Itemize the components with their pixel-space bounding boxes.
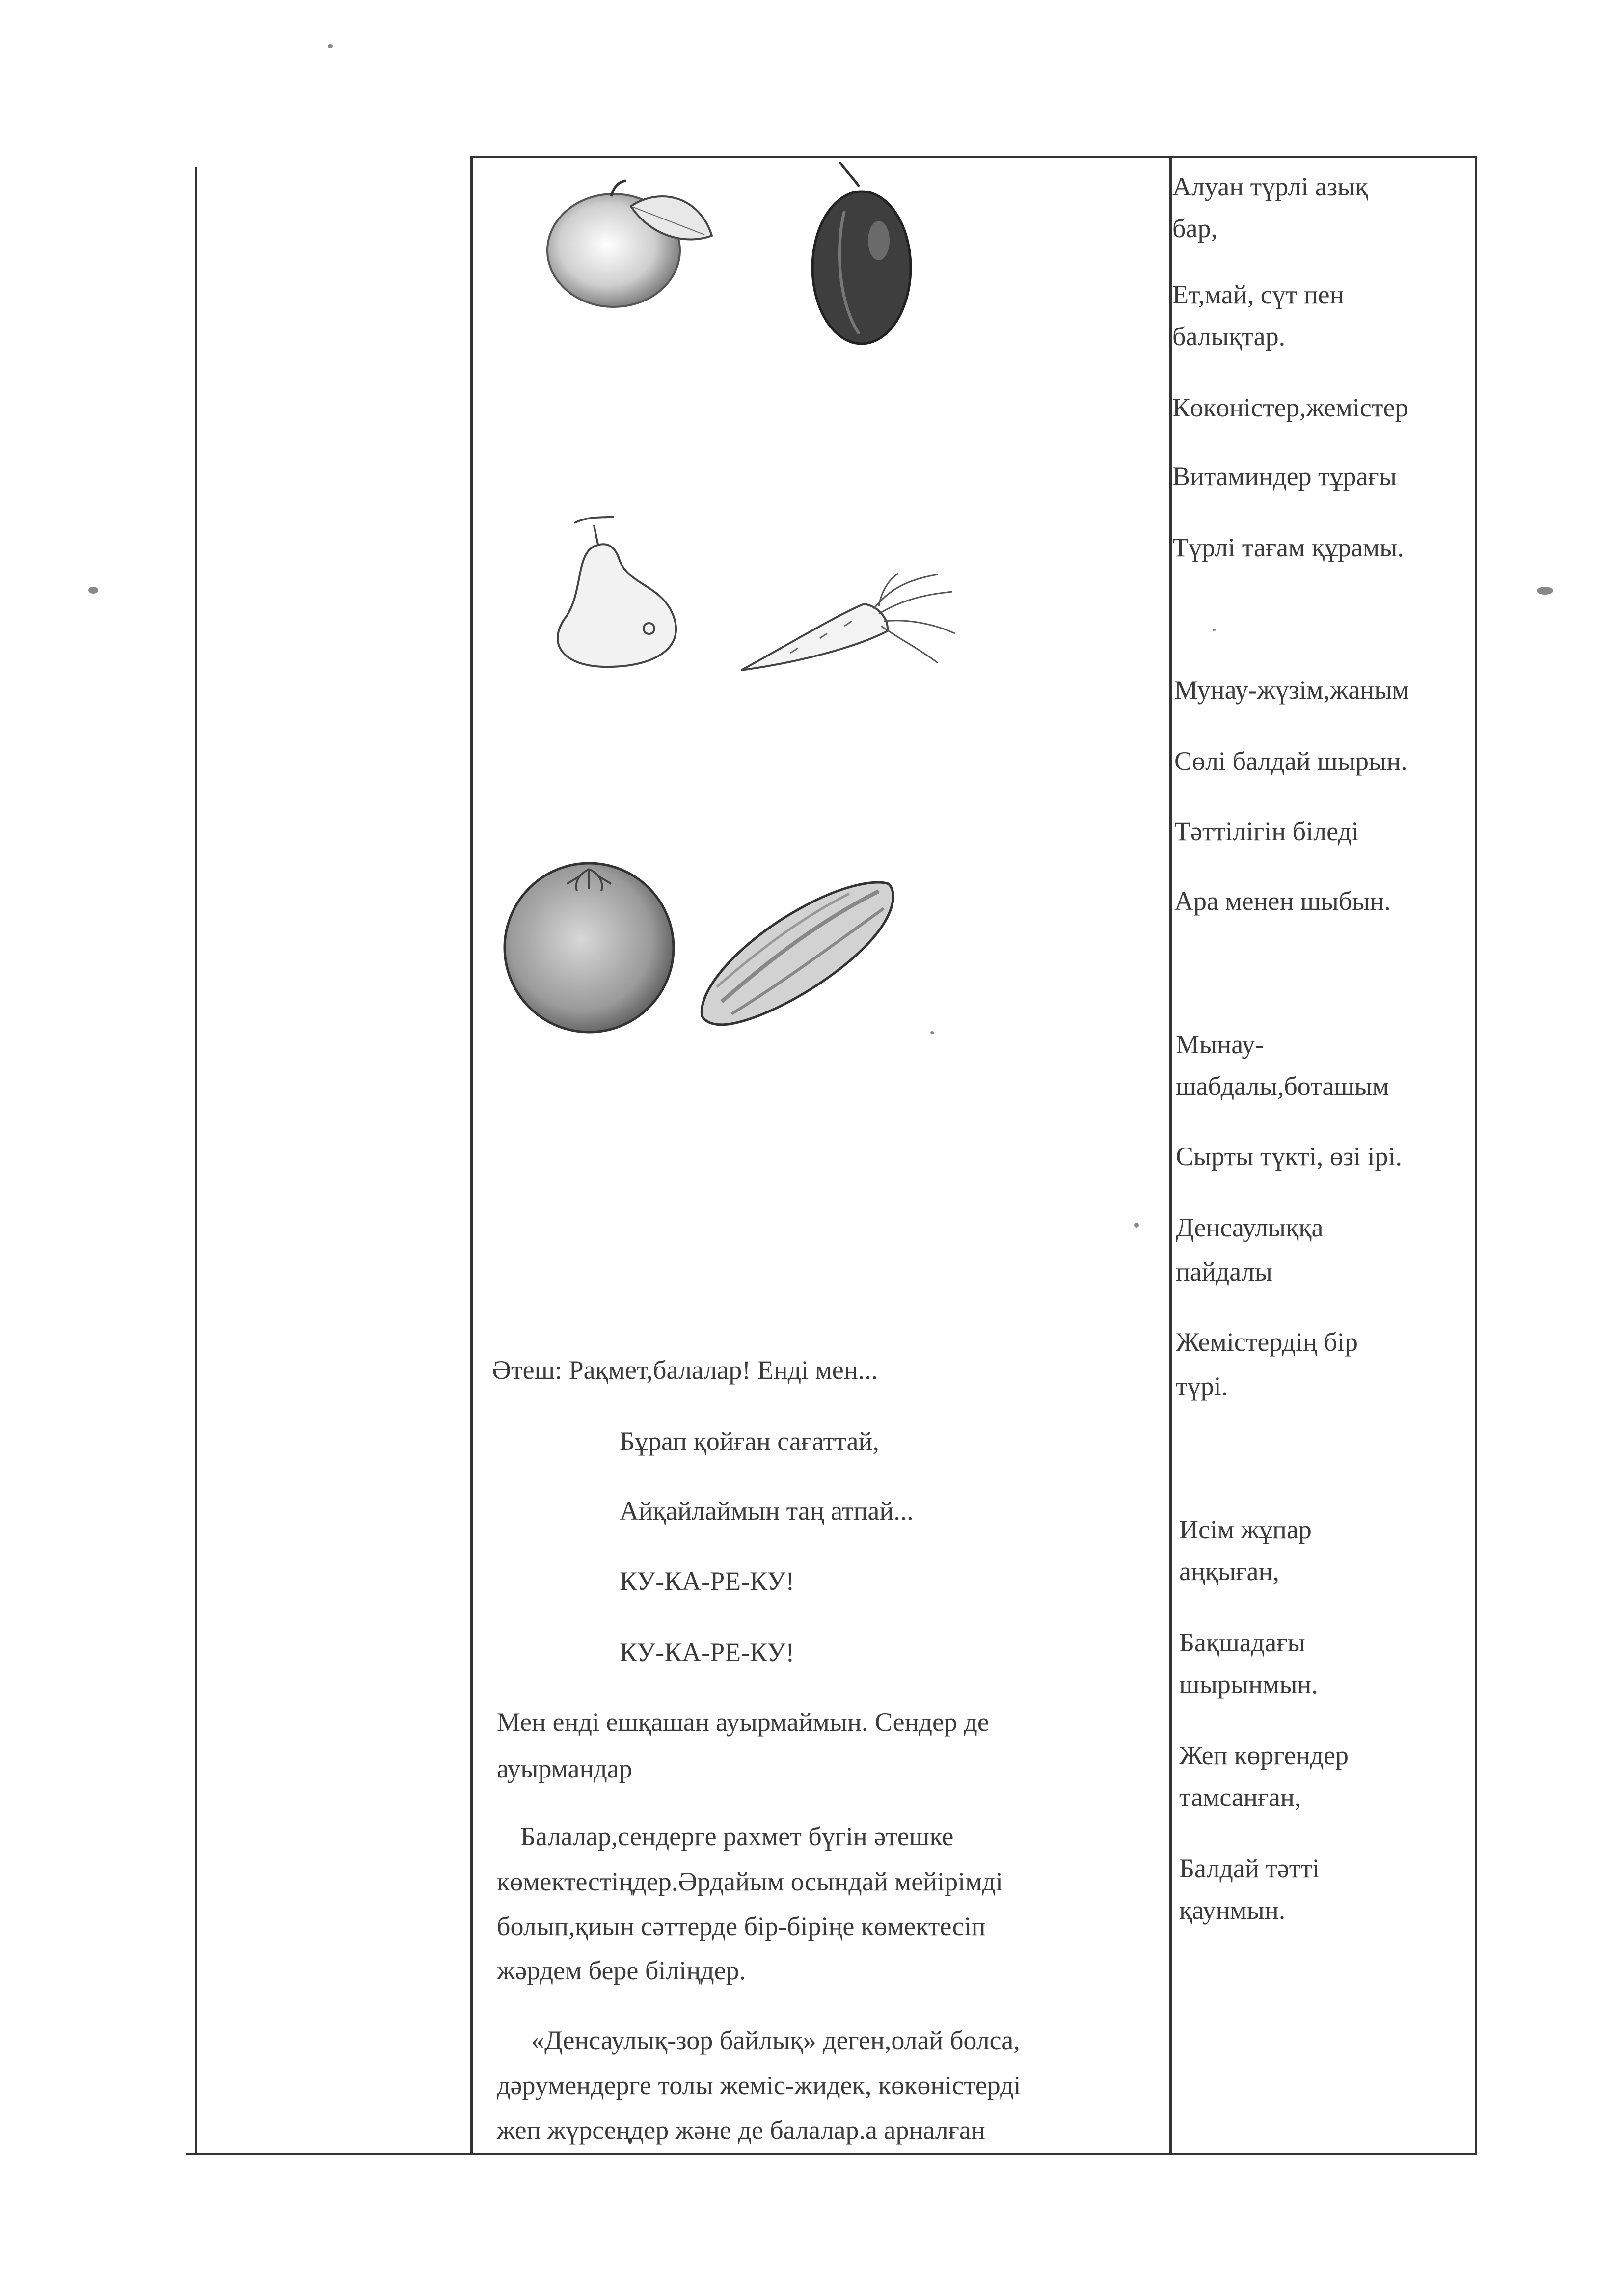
scan-speck: [88, 587, 98, 594]
poem-line: Денсаулыққа: [1176, 1213, 1324, 1242]
poem-line: Жеп көргендер: [1179, 1741, 1349, 1770]
poem-line: шабдалы,боташым: [1176, 1071, 1389, 1101]
scan-speck: [1213, 629, 1216, 631]
poem-line: Ет,май, сүт пен: [1172, 280, 1344, 309]
poem-line: Мунау-жүзім,жаным: [1174, 675, 1409, 705]
paragraph-line: көмектестіңдер.Әрдайым осындай мейірімді: [497, 1867, 1003, 1896]
verse-line: Айқайлаймын таң атпай...: [620, 1496, 914, 1526]
paragraph-line: дәрумендерге толы жеміс-жидек, көкөністерді: [497, 2071, 1021, 2100]
scan-speck: [328, 44, 333, 48]
paragraph-line: Балалар,сендерге рахмет бүгін әтешке: [520, 1822, 954, 1851]
scan-speck: [1537, 587, 1553, 595]
table-col-divider-2: [1169, 156, 1172, 2155]
paragraph-line: болып,қиын сәттерде бір-біріңе көмектесіп: [497, 1912, 986, 1941]
poem-line: тамсанған,: [1179, 1782, 1301, 1812]
plum-illustration: [800, 157, 928, 349]
poem-line: Көкөністер,жемістер: [1172, 393, 1408, 422]
orange-illustration: [496, 854, 682, 1041]
poem-line: Мынау-: [1176, 1030, 1264, 1059]
poem-line: Ара менен шыбын.: [1174, 886, 1391, 916]
paragraph-line: жәрдем бере біліңдер.: [497, 1956, 746, 1985]
table-col-divider-1: [470, 156, 473, 2155]
poem-line: балықтар.: [1172, 322, 1286, 351]
poem-line: Алуан түрлі азық: [1172, 172, 1368, 201]
table-top-border: [470, 156, 1477, 158]
apple-illustration: [538, 177, 724, 314]
poem-line: пайдалы: [1176, 1257, 1272, 1286]
verse-line: КУ-КА-РЕ-КУ!: [620, 1638, 795, 1667]
poem-line: бар,: [1172, 214, 1217, 243]
paragraph-line: жеп жүрсеңдер және де балалар.а арналған: [497, 2115, 985, 2145]
paragraph-line: «Денсаулық-зор байлық» деген,олай болса,: [531, 2025, 1020, 2055]
poem-line: аңқыған,: [1179, 1557, 1279, 1586]
cucumber-illustration: [687, 874, 903, 1031]
verse-line: КУ-КА-РЕ-КУ!: [620, 1566, 795, 1596]
poem-line: Исім жұпар: [1179, 1515, 1312, 1544]
paragraph-line: ауырмандар: [497, 1754, 632, 1783]
poem-line: Витаминдер тұрағы: [1172, 462, 1397, 491]
poem-line: түрі.: [1176, 1371, 1228, 1401]
poem-line: шырынмын.: [1179, 1669, 1318, 1699]
poem-line: Бақшадағы: [1179, 1628, 1305, 1657]
poem-line: Түрлі тағам құрамы.: [1172, 533, 1404, 562]
table-bottom-border: [186, 2153, 1477, 2155]
scan-speck: [1134, 1223, 1139, 1228]
poem-line: Балдай тәтті: [1179, 1854, 1320, 1883]
carrot-illustration: [731, 570, 962, 678]
pear-illustration: [540, 511, 687, 673]
table-right-border: [1475, 156, 1477, 2155]
scan-speck: [930, 1031, 934, 1034]
poem-line: Жемістердің бір: [1176, 1327, 1358, 1357]
poem-line: Сөлі балдай шырын.: [1174, 746, 1407, 776]
poem-line: Тәттілігін біледі: [1174, 817, 1359, 846]
paragraph-line: Мен енді ешқашан ауырмаймын. Сендер де: [497, 1707, 989, 1737]
table-left-border: [195, 167, 197, 2155]
poem-line: Сырты түкті, өзі ірі.: [1176, 1142, 1403, 1171]
poem-line: қаунмын.: [1179, 1895, 1286, 1925]
speaker-line: Әтеш: Рақмет,балалар! Енді мен...: [492, 1355, 878, 1385]
verse-line: Бұрап қойған сағаттай,: [620, 1426, 879, 1456]
